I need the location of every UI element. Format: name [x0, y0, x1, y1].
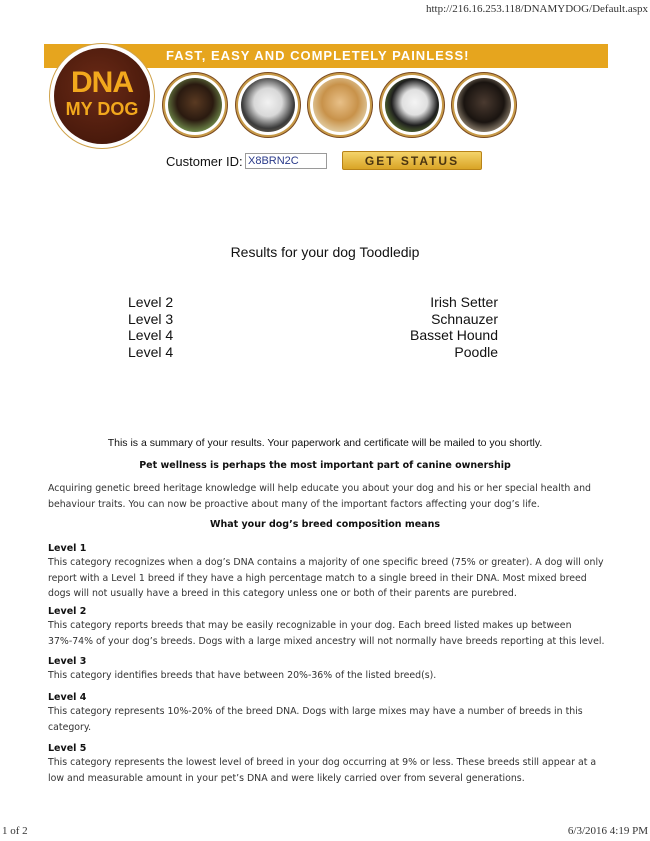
dog-photo-1	[165, 75, 225, 135]
tagline: FAST, EASY AND COMPLETELY PAINLESS!	[166, 48, 470, 63]
dog-photo-4	[382, 75, 442, 135]
print-page-number: 1 of 2	[2, 825, 28, 837]
dog-photo-3	[310, 75, 370, 135]
level-3-text: This category identifies breeds that have between 20%-36% of the listed breed(s).	[48, 670, 437, 681]
breed-results-list	[128, 294, 498, 360]
breed-name: Basset Hound	[410, 327, 498, 343]
level-1-text: This category recognizes when a dog’s DNA contains a majority of one specific breed (75% or greater). A dog will only report with a Level 1 breed if they have a high percentage match to a single breed in their DNA. Most mixed breed dogs will not usually have a breed in this category unless one or both of their parents are purebred.	[48, 557, 604, 599]
dog-photo-5	[454, 75, 514, 135]
dog-photo-icon	[313, 78, 367, 132]
breed-name: Irish Setter	[430, 294, 498, 310]
level-5-heading: Level 5	[48, 743, 87, 754]
breed-level: Level 4	[128, 327, 174, 343]
breed-row	[128, 294, 498, 311]
dog-photo-icon	[241, 78, 295, 132]
dog-photo-icon	[168, 78, 222, 132]
level-3-heading: Level 3	[48, 656, 87, 667]
logo-badge	[54, 48, 150, 144]
level-5-text: This category represents the lowest level of breed in your dog occurring at 9% or less. These breeds still appear at a low and measurable amount in your pet’s DNA and were likely carried over from several generations.	[48, 757, 597, 784]
breed-level: Level 2	[128, 294, 174, 310]
get-status-button[interactable]: GET STATUS	[342, 151, 482, 170]
level-2-heading: Level 2	[48, 606, 87, 617]
level-2-text: This category reports breeds that may be easily recognizable in your dog. Each breed listed makes up between 37%-74% of your dog’s breeds. Dogs with a large mixed ancestry will not normally have breeds reporting at this level.	[48, 620, 605, 647]
customer-id-label: Customer ID:	[166, 154, 243, 169]
breed-name: Poodle	[454, 343, 498, 360]
wellness-text: Acquiring genetic breed heritage knowledge will help educate you about your dog and his or her special health and behaviour traits. You can now be proactive about many of the important factors affecting your dog’s life.	[48, 483, 591, 510]
breed-row	[128, 311, 498, 328]
logo-mydog-text: MY DOG	[65, 99, 139, 119]
breed-row	[128, 327, 498, 344]
print-date: 6/3/2016 4:19 PM	[567, 825, 648, 837]
level-1-heading: Level 1	[48, 543, 87, 554]
breed-row	[128, 344, 498, 361]
dog-photo-icon	[385, 78, 439, 132]
level-4-text: This category represents 10%-20% of the breed DNA. Dogs with large mixes may have a number of breeds in this category.	[48, 706, 583, 733]
breed-level: Level 3	[128, 310, 174, 327]
results-summary: This is a summary of your results. Your paperwork and certificate will be mailed to you shortly.	[107, 437, 543, 449]
dog-photo-icon	[457, 78, 511, 132]
results-title: Results for your dog Toodledip	[230, 244, 420, 260]
breed-name: Schnauzer	[431, 310, 498, 327]
level-4-heading: Level 4	[48, 692, 87, 703]
wellness-heading: Pet wellness is perhaps the most important part of canine ownership	[139, 460, 511, 471]
print-url: http://216.16.253.118/DNAMYDOG/Default.aspx	[425, 3, 648, 15]
composition-heading: What your dog’s breed composition means	[209, 519, 440, 530]
customer-id-input[interactable]: X8BRN2C	[245, 153, 327, 169]
breed-level: Level 4	[128, 343, 174, 360]
logo[interactable]	[50, 44, 154, 148]
logo-dna-text: DNA	[71, 66, 133, 99]
dog-photo-2	[238, 75, 298, 135]
